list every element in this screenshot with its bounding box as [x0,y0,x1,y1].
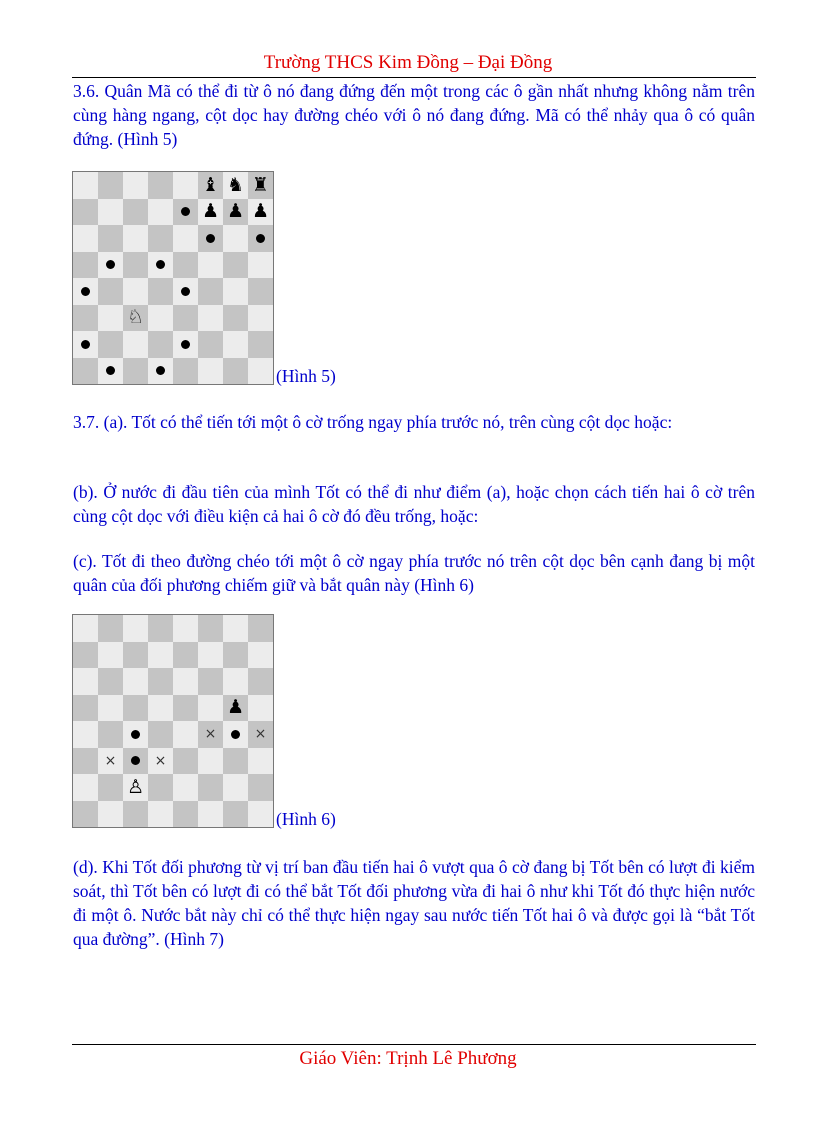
board-square [223,668,248,695]
board-square [173,305,198,332]
board-square [148,721,173,748]
cross-marker [148,748,173,775]
board-square [173,721,198,748]
board-square [223,642,248,669]
board-square [248,252,273,279]
board-square [73,721,98,748]
move-dot-marker [148,252,173,279]
board-square [123,642,148,669]
dot-icon [256,234,265,243]
board-square [173,278,198,305]
move-dot-marker [123,721,148,748]
board-square [198,721,223,748]
paragraph-3-7-a: 3.7. (a). Tốt có thể tiến tới một ô cờ trống ngay phía trước nó, trên cùng cột dọc hoặc: [73,412,673,432]
board-square [123,801,148,828]
paragraph-3-7-b: (b). Ở nước đi đầu tiên của mình Tốt có thể đi như điểm (a), hoặc chọn cách tiến hai ô cờ trên cùng cột dọc với điều kiện cả hai ô cờ đó đều trống, hoặc: [73,482,755,526]
board-square [148,615,173,642]
black-bishop-icon: ♝ [201,173,220,196]
page-header: Trường THCS Kim Đồng – Đại Đồng [263,52,553,73]
move-dot-marker [223,721,248,748]
board-square [173,252,198,279]
board-square [198,748,223,775]
board-square [198,225,223,252]
header-divider [72,77,756,78]
chessboard-figure-5 [72,171,274,385]
board-square [148,172,173,199]
board-square [148,199,173,226]
dot-icon [106,260,115,269]
cross-marker [198,721,223,748]
board-square [98,642,123,669]
move-dot-marker [98,358,123,385]
white-pawn-icon: ♙ [126,775,145,798]
board-square [198,774,223,801]
board-square [198,172,223,199]
board-square [98,331,123,358]
dot-icon [181,207,190,216]
move-dot-marker [173,278,198,305]
board-square [173,615,198,642]
board-square [173,172,198,199]
board-square [198,615,223,642]
board-square [248,721,273,748]
cross-icon: × [154,752,167,769]
board-square [248,615,273,642]
board-square [198,305,223,332]
board-square [123,305,148,332]
board-square [198,199,223,226]
board-square [223,199,248,226]
board-square [98,225,123,252]
board-square [223,172,248,199]
board-square [98,358,123,385]
board-square [98,278,123,305]
dot-icon [81,340,90,349]
board-square [123,358,148,385]
board-square [123,252,148,279]
move-dot-marker [173,331,198,358]
figure-6-caption: (Hình 6) [276,809,336,829]
page-footer: Giáo Viên: Trịnh Lê Phương [299,1048,517,1069]
board-square [98,774,123,801]
paragraph-3-7-c: (c). Tốt đi theo đường chéo tới một ô cờ ngay phía trước nó trên cột dọc bên cạnh đang bị một quân của đối phương chiếm giữ và bắt quân này (Hình 6) [73,551,755,595]
board-square [148,278,173,305]
board-square [198,358,223,385]
board-square [223,774,248,801]
board-square [223,305,248,332]
dot-icon [131,730,140,739]
board-square [248,358,273,385]
cross-icon: × [104,752,117,769]
dot-icon [181,287,190,296]
board-square [198,278,223,305]
move-dot-marker [73,331,98,358]
board-square [73,615,98,642]
board-square [98,801,123,828]
footer-divider [72,1044,756,1045]
board-square [123,225,148,252]
dot-icon [156,366,165,375]
cross-icon: × [204,726,217,743]
board-square [248,801,273,828]
board-square [198,252,223,279]
board-square [98,615,123,642]
board-square [73,748,98,775]
board-square [248,668,273,695]
black-pawn-icon: ♟ [226,200,245,223]
board-square [223,331,248,358]
board-square [123,331,148,358]
chess-piece [198,172,223,199]
board-square [73,331,98,358]
board-square [173,801,198,828]
board-square [123,774,148,801]
board-square [123,278,148,305]
black-pawn-icon: ♟ [251,200,270,223]
black-pawn-icon: ♟ [201,200,220,223]
board-square [148,252,173,279]
dot-icon [81,287,90,296]
cross-marker [98,748,123,775]
paragraph-3-7-d: (d). Khi Tốt đối phương từ vị trí ban đầu tiến hai ô vượt qua ô cờ đang bị Tốt bên có lượt đi kiểm soát, thì Tốt bên có lượt đi có thể bắt Tốt đối phương vừa đi hai ô như khi Tốt đó thực hiện nước đi một ô. Nước bắt này chỉ có thể thực hiện ngay sau nước tiến Tốt hai ô và được gọi là “bắt Tốt qua đường”. (Hình 7) [73,857,755,949]
cross-icon: × [254,726,267,743]
board-square [98,305,123,332]
board-square [148,668,173,695]
board-square [148,305,173,332]
move-dot-marker [148,358,173,385]
board-square [123,615,148,642]
board-square [123,695,148,722]
move-dot-marker [198,225,223,252]
board-square [223,615,248,642]
dot-icon [206,234,215,243]
board-square [248,225,273,252]
chessboard-figure-6 [72,614,274,828]
board-square [73,305,98,332]
board-square [173,358,198,385]
board-square [73,225,98,252]
board-square [248,695,273,722]
board-square [73,801,98,828]
black-rook-icon: ♜ [251,173,270,196]
chess-piece [248,172,273,199]
board-square [173,225,198,252]
board-square [198,668,223,695]
board-square [173,331,198,358]
board-square [123,668,148,695]
board-square [98,721,123,748]
chess-piece [123,774,148,801]
board-square [173,695,198,722]
chess-piece [198,199,223,226]
black-knight-icon: ♞ [226,173,245,196]
board-square [148,225,173,252]
move-dot-marker [123,748,148,775]
board-square [248,642,273,669]
board-square [223,252,248,279]
board-square [173,774,198,801]
board-square [73,642,98,669]
board-square [248,278,273,305]
board-square [173,748,198,775]
board-square [223,748,248,775]
paragraph-3-6: 3.6. Quân Mã có thể đi từ ô nó đang đứng đến một trong các ô gần nhất nhưng không nằm trên cùng hàng ngang, cột dọc hay đường chéo với ô nó đang đứng. Mã có thể nhảy qua ô có quân đứng. (Hình 5) [73,81,755,149]
chess-piece [248,199,273,226]
board-square [173,199,198,226]
board-square [223,695,248,722]
board-square [73,668,98,695]
board-square [223,225,248,252]
board-square [98,252,123,279]
board-square [198,695,223,722]
board-square [73,278,98,305]
chess-piece [223,199,248,226]
board-square [123,748,148,775]
board-square [248,331,273,358]
white-knight-icon: ♘ [126,306,145,329]
board-square [198,801,223,828]
dot-icon [181,340,190,349]
board-square [148,358,173,385]
board-square [123,199,148,226]
board-square [248,774,273,801]
board-square [73,774,98,801]
chess-piece [123,305,148,332]
dot-icon [131,756,140,765]
move-dot-marker [98,252,123,279]
move-dot-marker [73,278,98,305]
move-dot-marker [173,199,198,226]
board-square [148,801,173,828]
board-square [248,172,273,199]
board-square [223,358,248,385]
board-square [173,668,198,695]
board-square [248,305,273,332]
board-square [148,642,173,669]
chess-piece [223,172,248,199]
dot-icon [156,260,165,269]
board-square [123,721,148,748]
board-square [148,331,173,358]
move-dot-marker [248,225,273,252]
board-square [98,668,123,695]
board-square [223,721,248,748]
board-square [123,172,148,199]
board-square [173,642,198,669]
board-square [248,199,273,226]
dot-icon [106,366,115,375]
dot-icon [231,730,240,739]
board-square [148,748,173,775]
board-square [73,252,98,279]
board-square [148,695,173,722]
figure-5-caption: (Hình 5) [276,366,336,386]
black-pawn-icon: ♟ [226,696,245,719]
board-square [98,199,123,226]
board-square [223,801,248,828]
board-square [98,172,123,199]
board-square [198,642,223,669]
board-square [223,278,248,305]
chess-piece [223,695,248,722]
board-square [73,358,98,385]
board-square [73,695,98,722]
board-square [198,331,223,358]
board-square [98,748,123,775]
board-square [73,199,98,226]
board-square [148,774,173,801]
board-square [98,695,123,722]
board-square [248,748,273,775]
board-square [73,172,98,199]
cross-marker [248,721,273,748]
